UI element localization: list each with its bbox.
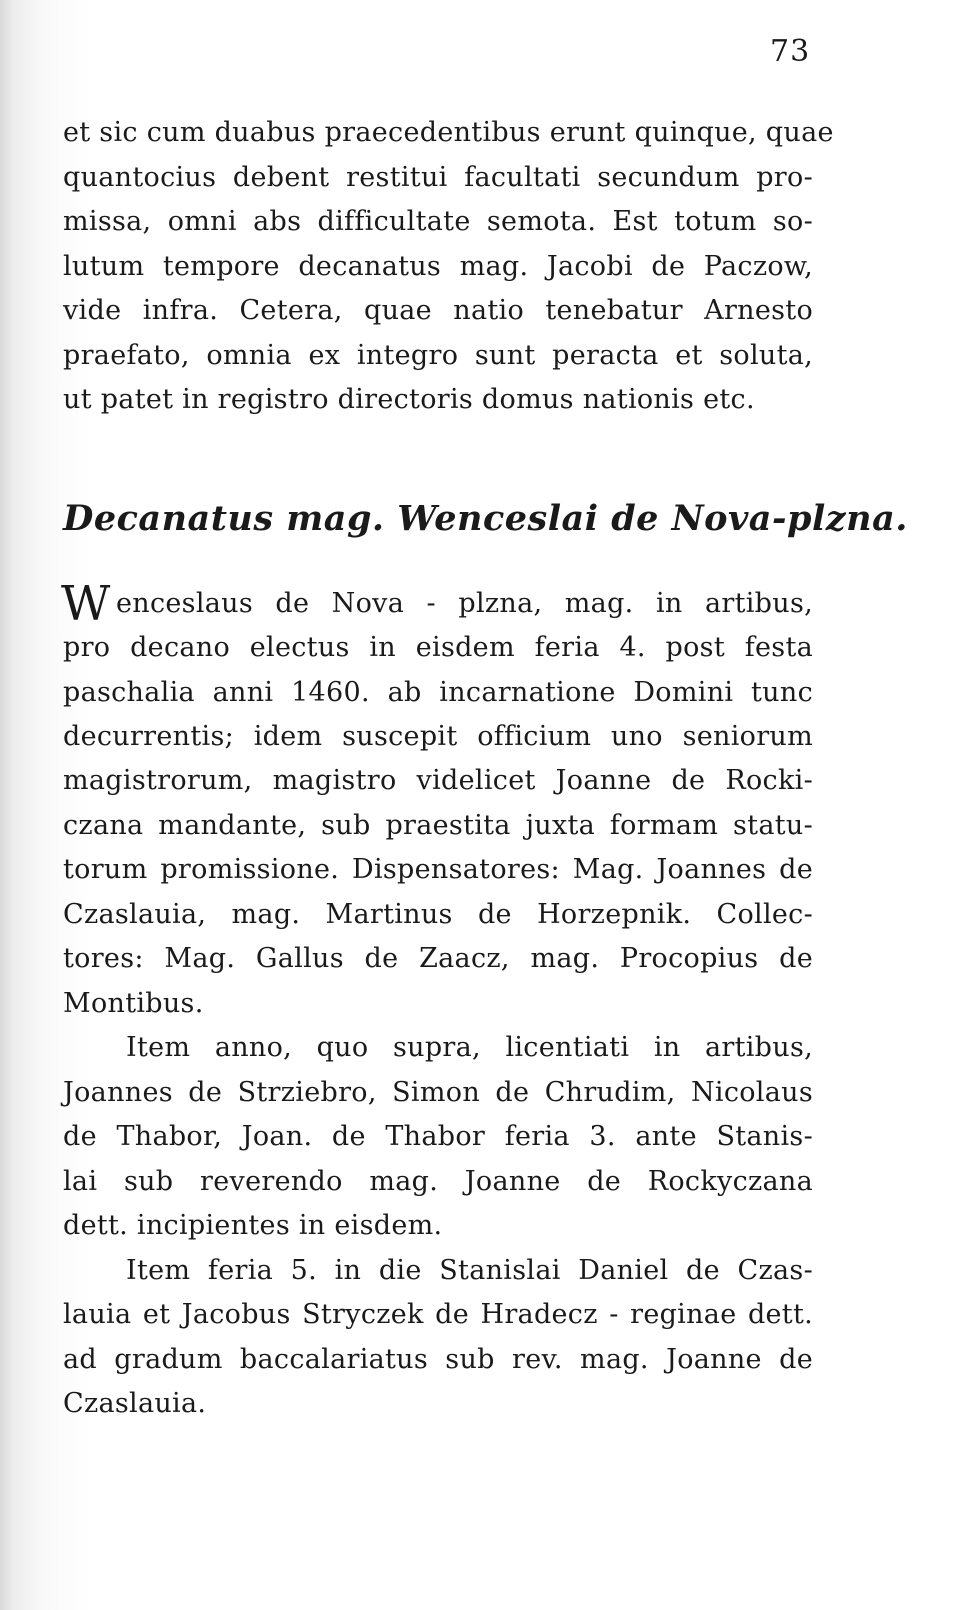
text-line: praefato, omnia ex integro sunt peracta et soluta, [63,340,813,371]
text-line: pro decano electus in eisdem feria 4. post festa [63,632,813,663]
text-line: Czaslauia, mag. Martinus de Horzepnik. Collec- [63,899,813,930]
text-line: Czaslauia. [63,1388,207,1419]
text-line: lauia et Jacobus Stryczek de Hradecz - reginae dett. [63,1299,813,1330]
text-line: lai sub reverendo mag. Joanne de Rockyczana [63,1166,813,1197]
text-line: dett. incipientes in eisdem. [63,1210,443,1241]
text-line: de Thabor, Joan. de Thabor feria 3. ante Stanis- [63,1121,813,1152]
text-line: lutum tempore decanatus mag. Jacobi de Paczow, [63,251,813,282]
text-line: ut patet in registro directoris domus nationis etc. [63,384,755,415]
page-number: 73 [770,34,811,69]
text-line: vide infra. Cetera, quae natio tenebatur Arnesto [63,295,813,326]
text-line: Item anno, quo supra, licentiati in artibus, [126,1032,813,1063]
text-line: enceslaus de Nova - plzna, mag. in artibus, [116,588,813,619]
text-line: torum promissione. Dispensatores: Mag. Joannes de [63,854,813,885]
text-line: missa, omni abs difficultate semota. Est totum so- [63,206,813,237]
section-heading: Decanatus mag. Wenceslai de Nova-plzna. [63,498,908,539]
text-line: tores: Mag. Gallus de Zaacz, mag. Procopius de [63,943,813,974]
text-line: paschalia anni 1460. ab incarnatione Domini tunc [63,677,813,708]
text-line: quantocius debent restitui facultati secundum pro- [63,162,813,193]
text-line: decurrentis; idem suscepit officium uno seniorum [63,721,813,752]
text-line: czana mandante, sub praestita juxta formam statu- [63,810,813,841]
text-line: et sic cum duabus praecedentibus erunt quinque, quae [63,117,834,148]
text-line: Montibus. [63,988,204,1019]
text-line: Joannes de Strziebro, Simon de Chrudim, Nicolaus [63,1077,813,1108]
text-line: Item feria 5. in die Stanislai Daniel de Czas- [126,1255,813,1286]
text-line: magistrorum, magistro videlicet Joanne de Rocki- [63,765,813,796]
drop-cap: W [61,576,111,632]
text-line: ad gradum baccalariatus sub rev. mag. Joanne de [63,1344,813,1375]
